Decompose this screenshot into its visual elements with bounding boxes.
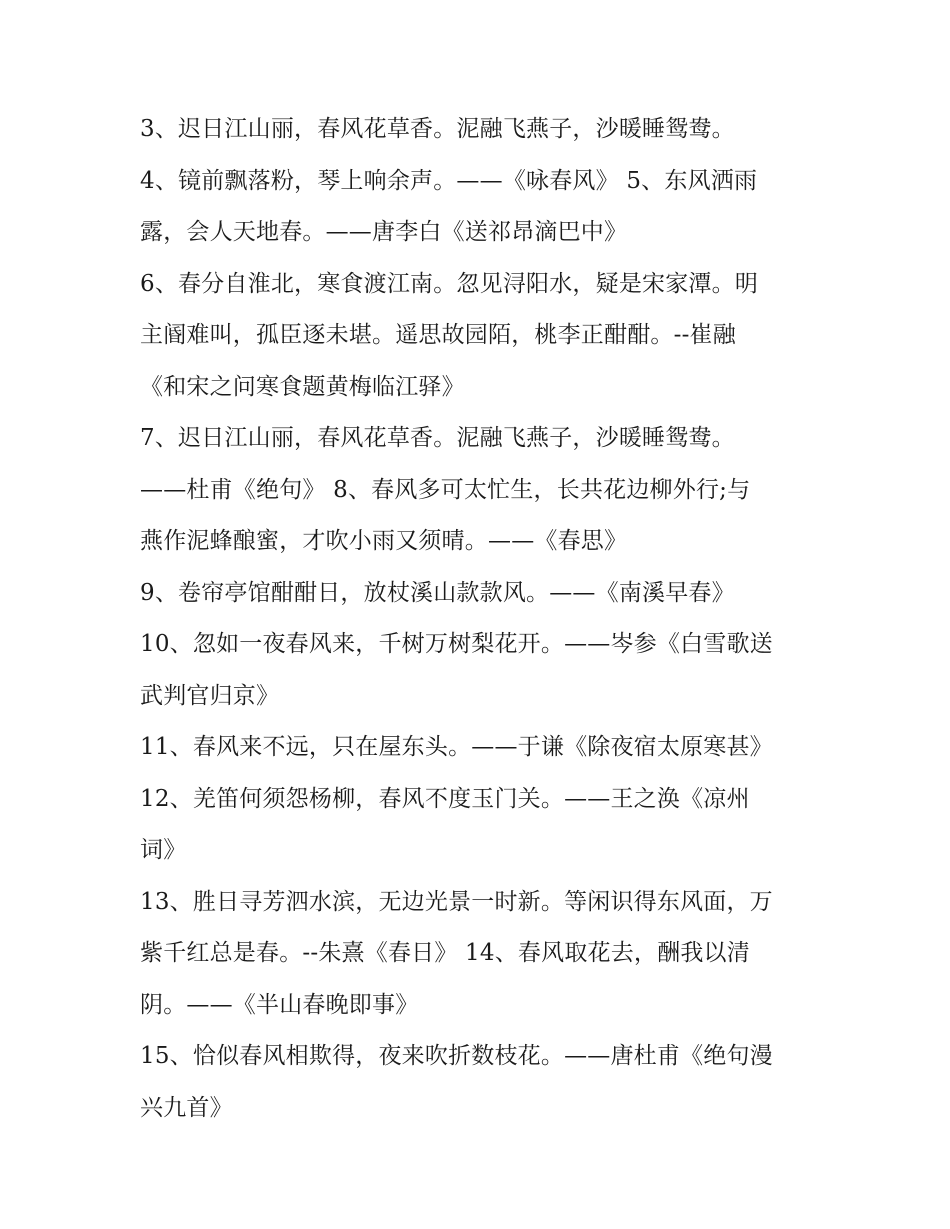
document-body [140, 104, 820, 1134]
text-line: 7、迟日江山丽，春风花草香。泥融飞燕子，沙暖睡鸳鸯。 [140, 425, 735, 451]
text-line: 10、忽如一夜春风来，千树万树梨花开。——岑参《白雪歌送 [140, 631, 773, 657]
text-line: 6、春分自淮北，寒食渡江南。忽见浔阳水，疑是宋家潭。明 [140, 270, 759, 297]
text-line: 12、羌笛何须怨杨柳，春风不度玉门关。——王之涣《凉州 [140, 785, 750, 812]
text-line: 4、镜前飘落粉，琴上响余声。——《咏春风》 5、东风洒雨 [140, 167, 758, 194]
text-line: 兴九首》 [140, 1094, 233, 1121]
text-line: 阴。——《半山春晚即事》 [140, 991, 419, 1018]
text-line: 13、胜日寻芳泗水滨，无边光景一时新。等闲识得东风面，万 [140, 888, 773, 915]
text-line: 露，会人天地春。——唐李白《送祁昂滴巴中》 [140, 219, 628, 245]
text-line: 3、迟日江山丽，春风花草香。泥融飞燕子，沙暖睡鸳鸯。 [140, 116, 735, 142]
text-line: 11、春风来不远，只在屋东头。——于谦《除夜宿太原寒甚》 [140, 734, 773, 760]
text-line: 词》 [140, 837, 187, 863]
text-line: 主阍难叫，孤臣逐未堪。遥思故园陌，桃李正酣酣。--崔融 [140, 322, 736, 348]
text-line: 15、恰似春风相欺得，夜来吹折数枝花。——唐杜甫《绝句漫 [140, 1043, 773, 1069]
text-line: 武判官归京》 [140, 682, 280, 709]
text-line: 紫千红总是春。--朱熹《春日》 14、春风取花去，酬我以清 [140, 940, 750, 966]
text-line: 9、卷帘亭馆酣酣日，放杖溪山款款风。——《南溪早春》 [140, 579, 735, 606]
text-line: 《和宋之问寒食题黄梅临江驿》 [140, 373, 465, 400]
text-line: 燕作泥蜂酿蜜，才吹小雨又须晴。——《春思》 [140, 528, 628, 554]
text-line: ——杜甫《绝句》 8、春风多可太忙生，长共花边柳外行;与 [140, 476, 751, 503]
